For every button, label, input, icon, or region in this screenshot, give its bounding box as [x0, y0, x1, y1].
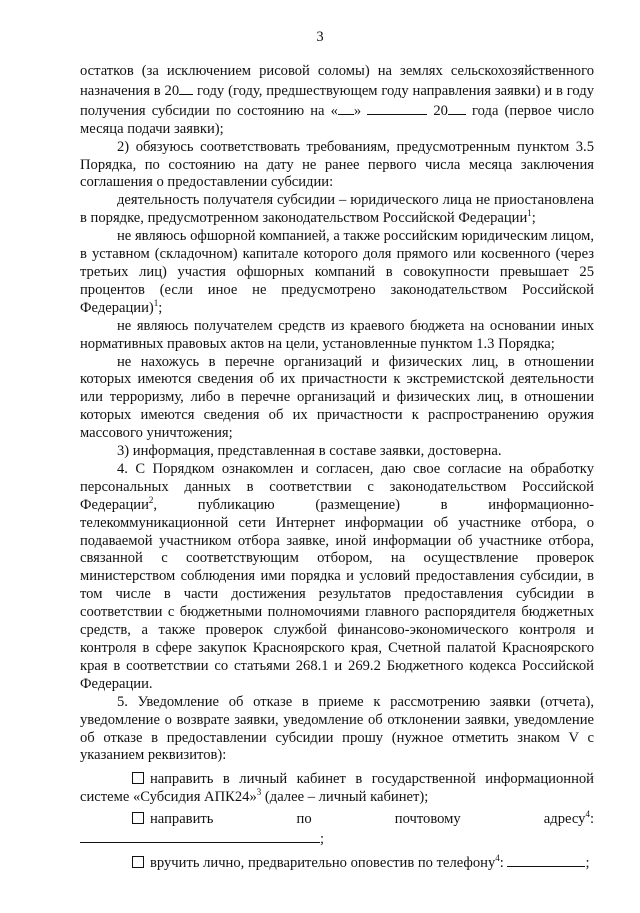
year-blank — [179, 81, 193, 95]
footnote-ref: 3 — [256, 787, 262, 798]
paragraph-consent: 4. С Порядком ознакомлен и согласен, даю свое согласие на обработку персональных данных в соответствии с законодательством Российской Федерации$^2$, публикацию (размещение) в информационно-телекоммуникационной сети Интернет информации об участнике отбора, о подаваемой участником отбора заявке, иной информации об участнике отбора, связанной с соответствующим отбором, на осуществление проверок министерством соблюдения ими порядка и условий предоставления субсидии, в том числе в части достижения результатов предоставления субсидии в соответствии с бюджетными полномочиями главного распорядителя бюджетных средств, а также проверок службой финансово-экономического контроля и контроля в сфере закупок Красноярского края, Счетной палатой Красноярского края в соответствии со статьями 268.1 и 269.2 Бюджетного кодекса Российской Федерации. — [80, 460, 594, 692]
checkbox[interactable] — [132, 772, 144, 784]
paragraph-regional-budget: не являюсь получателем средств из краевого бюджета на основании иных нормативных правовых актов на цели, установленные пунктом 1.3 Порядка; — [80, 317, 594, 352]
footnote-ref: 1 — [527, 208, 532, 219]
paragraph-residues: остатков (за исключением рисовой соломы) на землях сельскохозяйственного назначения в 20 году (году, предшествующем году направления заявки) и в году получения субсидии по состоянию на « » 20 года (первое число месяца подачи заявки); — [80, 63, 594, 137]
footnote-ref: 2 — [148, 494, 154, 505]
option-postal-address: направить по почтовому адресу$^4$: ; — [80, 811, 594, 849]
document-body — [80, 63, 594, 873]
phone-field[interactable] — [507, 853, 585, 867]
postal-address-field[interactable] — [80, 829, 320, 843]
paragraph-notification: 5. Уведомление об отказе в приеме к рассмотрению заявки (отчета), уведомление о возврате заявки, уведомление об отклонении заявки, уведомление об отказе в предоставлении субсидии прошу (нужное отметить знаком V с указанием реквизитов): — [80, 693, 594, 764]
footnote-ref: 4 — [495, 853, 500, 864]
paragraph-offshore: не являюсь офшорной компанией, а также российским юридическим лицом, в уставном (складочном) капитале которого доля прямого или косвенного (через третьих лиц) участия офшорных компаний в совокупности превышает 25 процентов (если иное не предусмотрено законодательством Российской Федерации)$^1$; — [80, 228, 594, 316]
option-personal-cabinet: направить в личный кабинет в государственной информационной системе «Субсидия АПК24»$^3$ (далее – личный кабинет); — [80, 771, 594, 806]
page-number: 3 — [316, 29, 324, 45]
month-blank — [367, 101, 427, 115]
footnote-ref: 1 — [153, 297, 159, 308]
checkbox[interactable] — [132, 812, 144, 824]
paragraph-obligation: 2) обязуюсь соответствовать требованиям, предусмотренным пунктом 3.5 Порядка, по состоянию на дату не ранее первого числа месяца заключения соглашения о предоставлении субсидии: — [80, 138, 594, 191]
year2-blank — [448, 101, 466, 115]
option-in-person: вручить лично, предварительно оповестив по телефону$^4$: ; — [80, 853, 594, 873]
day-blank — [338, 101, 354, 115]
footnote-ref: 4 — [585, 809, 590, 820]
checkbox[interactable] — [132, 856, 144, 868]
paragraph-extremism: не нахожусь в перечне организаций и физических лиц, в отношении которых имеются сведения об их причастности к экстремистской деятельности или терроризму, либо в перечне организаций и физических лиц, в отношении которых имеются сведения об их причастности к распространению оружия массового уничтожения; — [80, 353, 594, 442]
paragraph-activity: деятельность получателя субсидии – юридического лица не приостановлена в порядке, предусмотренном законодательством Российской Федерации$^1$; — [80, 192, 594, 227]
paragraph-information: 3) информация, представленная в составе заявки, достоверна. — [117, 443, 502, 460]
